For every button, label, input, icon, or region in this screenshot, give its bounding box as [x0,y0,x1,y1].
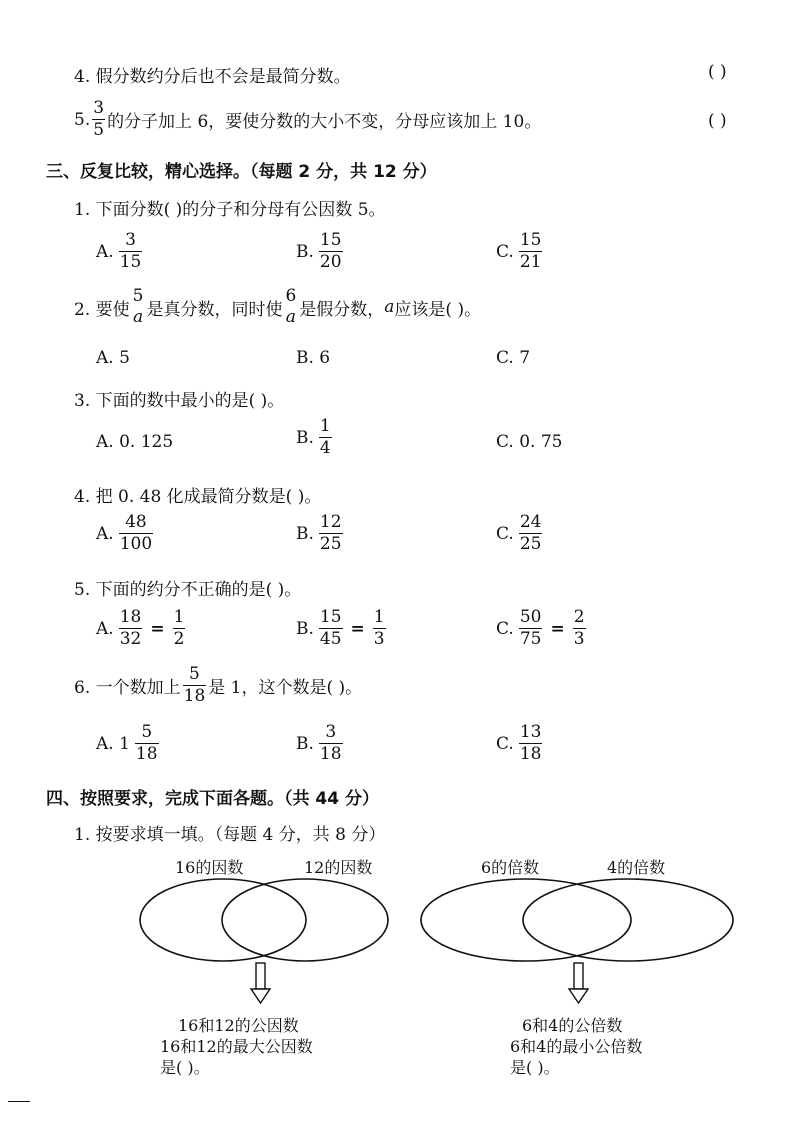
venn2-right-label: 4的倍数 [607,858,666,877]
q2-variable: a [384,297,395,317]
venn1-left-label: 16的因数 [175,858,244,877]
option-label: C. [496,733,514,754]
fraction-numerator: 24 [519,512,542,532]
judge-question-5-number: 5. [74,109,91,130]
fraction-numerator: 5 [132,286,144,306]
venn-circle-left [421,879,631,961]
judge-question-4-text: 4. 假分数约分后也不会是最简分数。 [74,67,351,87]
fraction-denominator: 5 [93,120,105,140]
down-arrow-icon [251,963,270,1003]
fraction-numerator: 1 [319,416,331,436]
fraction-denominator: 25 [519,534,542,554]
q6-text-start: 6. 一个数加上 [74,678,181,698]
fraction-denominator: 4 [319,438,331,458]
option-label: C. [496,618,514,639]
equals-sign: = [350,618,365,639]
fraction-numerator: 3 [93,98,105,118]
section-3-title: 三、反复比较，精心选择。（每题 2 分，共 12 分） [46,162,437,182]
fraction-numerator: 15 [319,607,342,627]
q2-option-c[interactable]: C. 7 [496,348,531,368]
fraction-numerator: 3 [325,722,337,742]
venn1-answer-blank[interactable]: 是( )。 [160,1058,210,1077]
q6-text-end: 是 1，这个数是( )。 [208,678,363,698]
option-label: C. [496,523,514,544]
fill-question-1: 1. 按要求填一填。（每题 4 分，共 8 分） [74,825,386,845]
choice-question-5: 5. 下面的约分不正确的是( )。 [74,580,302,600]
equals-sign: = [150,618,165,639]
fraction-numerator: 5 [141,722,153,742]
fraction-numerator: 50 [519,607,542,627]
option-label: B. [296,523,314,544]
venn-diagram-factors [140,879,388,1003]
fraction-denominator: 18 [319,744,342,764]
section-4-title: 四、按照要求，完成下面各题。（共 44 分） [46,789,379,809]
option-label: A. [96,618,114,639]
option-label: B. [296,427,314,448]
down-arrow-icon [569,963,588,1003]
option-label: A. [96,523,114,544]
fraction-numerator: 13 [519,722,542,742]
venn1-common-label: 16和12的公因数 [178,1016,299,1035]
venn2-answer-blank[interactable]: 是( )。 [510,1058,560,1077]
fraction-numerator: 6 [285,286,297,306]
q3-option-c[interactable]: C. 0. 75 [496,432,563,452]
venn-diagram-multiples [421,879,733,1003]
fraction-denominator: 2 [173,629,185,649]
fraction-denominator: 45 [319,629,342,649]
fraction-numerator: 15 [319,230,342,250]
fraction-denominator: 32 [119,629,142,649]
fraction-denominator: 15 [119,252,142,272]
fraction-denominator: 3 [573,629,585,649]
fraction-denominator: 18 [135,744,158,764]
fraction-numerator: 1 [373,607,385,627]
fraction-numerator: 15 [519,230,542,250]
fraction-denominator: 75 [519,629,542,649]
option-label: C. [496,241,514,262]
option-label: B. [296,241,314,262]
option-label: B. [296,733,314,754]
choice-question-3: 3. 下面的数中最小的是( )。 [74,391,285,411]
fraction-numerator: 5 [189,664,200,684]
equals-sign: = [550,618,565,639]
venn2-common-label: 6和4的公倍数 [522,1016,623,1035]
fraction-denominator: 3 [373,629,385,649]
venn-circle-left [140,879,306,961]
venn-circle-right [222,879,388,961]
fraction-denominator: 18 [183,686,206,706]
fraction-numerator: 1 [173,607,185,627]
venn2-least-label: 6和4的最小公倍数 [510,1037,643,1056]
fraction-numerator: 48 [125,512,147,532]
venn1-right-label: 12的因数 [304,858,373,877]
option-label: B. [296,618,314,639]
fraction-numerator: 12 [319,512,342,532]
fraction-denominator: 21 [519,252,542,272]
fraction-denominator: 100 [119,534,153,554]
judge-question-5-text: 的分子加上 6，要使分数的大小不变，分母应该加上 10。 [107,112,542,132]
option-label: A. [96,241,114,262]
venn-circle-right [523,879,733,961]
fraction-denominator: 25 [319,534,342,554]
judge-answer-blank-5[interactable]: ( ) [708,111,727,131]
fraction-denominator: a [132,307,144,327]
q2-option-a[interactable]: A. 5 [96,348,130,368]
fraction-numerator: 2 [573,607,585,627]
q3-option-a[interactable]: A. 0. 125 [96,432,174,452]
fraction-numerator: 3 [125,230,136,250]
venn2-left-label: 6的倍数 [481,858,540,877]
fraction-denominator: a [285,307,296,327]
option-label: A. 1 [96,733,130,754]
judge-answer-blank-4[interactable]: ( ) [708,62,727,82]
fraction-numerator: 18 [119,607,142,627]
page-edge-mark [8,1101,30,1102]
q2-text-after: 是假分数， [299,299,385,320]
venn1-greatest-label: 16和12的最大公因数 [160,1037,313,1056]
choice-question-1: 1. 下面分数( )的分子和分母有公因数 5。 [74,200,386,220]
q2-text-middle: 是真分数，同时使 [146,299,283,320]
choice-question-4: 4. 把 0. 48 化成最简分数是( )。 [74,487,322,507]
fraction-denominator: 18 [519,744,542,764]
fraction-denominator: 20 [319,252,342,272]
q2-text-end: 应该是( )。 [394,299,482,320]
q2-option-b[interactable]: B. 6 [296,348,331,368]
q2-text-start: 2. 要使 [74,299,130,320]
